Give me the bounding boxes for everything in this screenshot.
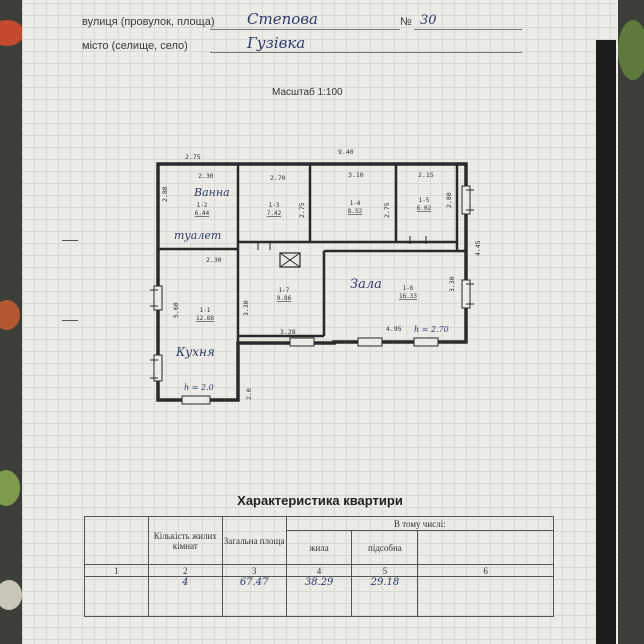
- window: [290, 338, 314, 346]
- scale-label: Масштаб 1:100: [272, 87, 343, 98]
- value-cell: 4: [148, 577, 222, 617]
- label-tualet: туалет: [174, 229, 222, 242]
- dim-r2-side: 5.60: [172, 302, 180, 318]
- value-cell: 38.29: [286, 577, 352, 617]
- dim-top-total: 9.40: [338, 148, 354, 156]
- dim-r1-top: 2.30: [198, 172, 214, 180]
- room-area: 6.44: [194, 210, 210, 217]
- room-number: 1-1: [199, 307, 211, 314]
- dim-r3-top: 2.70: [270, 174, 286, 182]
- street-label: вулиця (провулок, площа): [82, 16, 215, 28]
- city-value: Гузівка: [247, 34, 306, 52]
- value-cell: 29.18: [352, 577, 418, 617]
- dim-r7-side: 3.30: [242, 300, 250, 316]
- value-cell: [418, 577, 554, 617]
- index-cell: 3: [222, 565, 286, 577]
- window: [182, 396, 210, 404]
- background-flower: [0, 300, 20, 330]
- room-number: 1-2: [196, 202, 208, 209]
- background-flower: [0, 580, 22, 610]
- number-value: 30: [420, 13, 437, 28]
- room-area: 8.52: [347, 208, 363, 215]
- stove-lines: [280, 253, 300, 267]
- value-cell: [85, 577, 149, 617]
- dim-r6-bottom: 4.95: [386, 325, 402, 333]
- room-area: 7.42: [266, 210, 282, 217]
- room-area: 12.88: [195, 315, 215, 322]
- city-label: місто (селище, село): [82, 40, 188, 52]
- room-number: 1-4: [349, 200, 361, 207]
- room-number: 1-6: [402, 285, 414, 292]
- index-cell: 1: [85, 565, 149, 577]
- header-cell: [418, 531, 554, 565]
- index-cell: 2: [148, 565, 222, 577]
- header-cell: [85, 517, 149, 565]
- dim-bottom-small: 2.0: [245, 388, 253, 400]
- room-area: 9.86: [276, 295, 292, 302]
- window: [154, 355, 162, 381]
- dim-r2-top: 2.30: [206, 256, 222, 264]
- characteristics-table: [84, 516, 554, 617]
- dim-right-total: 4.45: [474, 240, 482, 256]
- room-area: 16.33: [398, 293, 418, 300]
- header-cell: жила: [286, 531, 352, 565]
- header-cell: Загальна площа: [222, 517, 286, 565]
- dim-top-left: 2.75: [185, 153, 201, 161]
- characteristics-title: Характеристика квартири: [237, 493, 403, 508]
- dim-r4-side: 2.75: [383, 202, 391, 218]
- value-cell: 67.47: [222, 577, 286, 617]
- dim-r4-top: 3.10: [348, 171, 364, 179]
- label-kuhnya: Кухня: [176, 345, 215, 359]
- index-cell: 4: [286, 565, 352, 577]
- margin-mark: [62, 240, 78, 241]
- label-vanna: Ванна: [194, 186, 230, 199]
- index-cell: 5: [352, 565, 418, 577]
- background-flower: [0, 20, 24, 46]
- label-height-1: h = 2.0: [184, 383, 214, 392]
- floor-plan: [22, 0, 618, 420]
- index-cell: 6: [418, 565, 554, 577]
- dim-r3-side: 2.75: [298, 202, 306, 218]
- window: [414, 338, 438, 346]
- number-label: №: [400, 16, 412, 28]
- room-number: 1-3: [268, 202, 280, 209]
- dim-r1-side: 2.80: [161, 186, 169, 202]
- header-cell: підсобна: [352, 531, 418, 565]
- document: [22, 0, 618, 644]
- label-zala: Зала: [350, 277, 382, 292]
- dim-r6-side: 3.30: [448, 276, 456, 292]
- room-number: 1-7: [278, 287, 290, 294]
- header-group-cell: В тому числі:: [286, 517, 553, 531]
- street-value: Степова: [247, 10, 318, 28]
- background-flower: [618, 20, 644, 80]
- room-area: 6.02: [416, 205, 432, 212]
- dim-r5-side: 2.80: [445, 192, 453, 208]
- header-cell: Кількість жилих кімнат: [148, 517, 222, 565]
- dim-r5-top: 2.15: [418, 171, 434, 179]
- label-height-2: h = 2.70: [414, 325, 449, 334]
- background-flower: [0, 470, 20, 506]
- margin-mark: [62, 320, 78, 321]
- dim-r7-bottom: 3.28: [280, 328, 296, 336]
- window: [358, 338, 382, 346]
- room-number: 1-5: [418, 197, 430, 204]
